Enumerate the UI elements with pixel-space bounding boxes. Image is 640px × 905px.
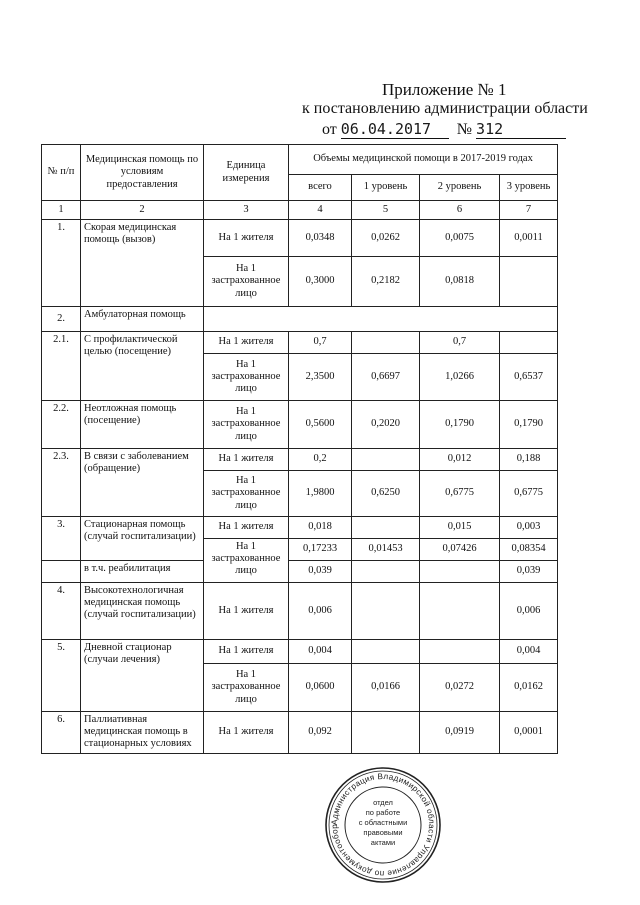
value-level-2: 0,7 bbox=[420, 332, 500, 354]
col-num: 7 bbox=[500, 201, 558, 220]
value-level-3: 0,188 bbox=[500, 449, 558, 471]
col-num: 5 bbox=[352, 201, 420, 220]
row-type: Скорая медицинская помощь (вызов) bbox=[81, 220, 204, 307]
row-unit: На 1 жителя bbox=[204, 712, 289, 754]
empty-cell bbox=[204, 307, 558, 332]
row-num: 2.1. bbox=[42, 332, 81, 401]
header-type: Медицинская помощь по условиям предоставления bbox=[81, 145, 204, 201]
value-level-1: 0,6250 bbox=[352, 471, 420, 517]
table-row bbox=[42, 332, 558, 354]
row-num: 1. bbox=[42, 220, 81, 307]
table-row bbox=[42, 307, 558, 332]
stamp-ring-text: Администрация Владимирской области Управление по документообор bbox=[329, 771, 437, 879]
header-level-1: 1 уровень bbox=[352, 175, 420, 201]
value-total: 0,006 bbox=[289, 583, 352, 640]
from-label: от bbox=[322, 121, 337, 138]
value-level-1 bbox=[352, 449, 420, 471]
number-label: № bbox=[456, 121, 473, 138]
stamp-center-line: правовыми bbox=[363, 828, 403, 837]
stamp-center-line: с областными bbox=[358, 818, 408, 827]
table-row bbox=[42, 517, 558, 539]
row-unit: На 1 жителя bbox=[204, 517, 289, 539]
row-unit: На 1 жителя bbox=[204, 640, 289, 664]
table-row bbox=[42, 640, 558, 664]
value-level-2 bbox=[420, 561, 500, 583]
value-level-2: 0,6775 bbox=[420, 471, 500, 517]
stamp-center-line: актами bbox=[370, 838, 396, 847]
value-level-2: 0,0818 bbox=[420, 257, 500, 307]
value-level-3: 0,004 bbox=[500, 640, 558, 664]
value-level-3: 0,003 bbox=[500, 517, 558, 539]
row-num: 2.3. bbox=[42, 449, 81, 517]
value-level-2: 0,0919 bbox=[420, 712, 500, 754]
table-row bbox=[42, 583, 558, 640]
row-unit: На 1 застрахованное лицо bbox=[204, 354, 289, 401]
row-num: 3. bbox=[42, 517, 81, 561]
value-total: 0,17233 bbox=[289, 539, 352, 561]
value-level-1 bbox=[352, 583, 420, 640]
value-level-1 bbox=[352, 332, 420, 354]
row-type: Амбулаторная помощь bbox=[81, 307, 204, 332]
stamp-center-line: отдел bbox=[373, 798, 393, 807]
appendix-subtitle: к постановлению администрации области bbox=[302, 100, 588, 117]
value-level-2 bbox=[420, 640, 500, 664]
value-total: 1,9800 bbox=[289, 471, 352, 517]
value-level-1: 0,2182 bbox=[352, 257, 420, 307]
value-total: 0,3000 bbox=[289, 257, 352, 307]
value-total: 0,2 bbox=[289, 449, 352, 471]
value-total: 0,039 bbox=[289, 561, 352, 583]
appendix-title: Приложение № 1 bbox=[382, 80, 507, 99]
value-level-3 bbox=[500, 332, 558, 354]
row-unit: На 1 застрахованное лицо bbox=[204, 471, 289, 517]
value-level-2: 0,1790 bbox=[420, 401, 500, 449]
value-level-3: 0,6775 bbox=[500, 471, 558, 517]
decree-date: 06.04.2017 bbox=[341, 120, 449, 139]
row-unit: На 1 застрахованное лицо bbox=[204, 257, 289, 307]
row-num: 2.2. bbox=[42, 401, 81, 449]
document-header bbox=[0, 0, 640, 150]
value-level-1: 0,6697 bbox=[352, 354, 420, 401]
row-type: Дневной стационар (случаи лечения) bbox=[81, 640, 204, 712]
row-type: в т.ч. реабилитация bbox=[81, 561, 204, 583]
value-level-3: 0,006 bbox=[500, 583, 558, 640]
value-level-2: 1,0266 bbox=[420, 354, 500, 401]
row-unit: На 1 застрахованное лицо bbox=[204, 539, 289, 583]
row-type: В связи с заболеванием (обращение) bbox=[81, 449, 204, 517]
row-num: 6. bbox=[42, 712, 81, 754]
col-num: 3 bbox=[204, 201, 289, 220]
value-total: 2,3500 bbox=[289, 354, 352, 401]
header-volume: Объемы медицинской помощи в 2017-2019 годах bbox=[289, 145, 558, 175]
value-level-1: 0,2020 bbox=[352, 401, 420, 449]
value-level-2: 0,0272 bbox=[420, 664, 500, 712]
value-total: 0,004 bbox=[289, 640, 352, 664]
value-total: 0,092 bbox=[289, 712, 352, 754]
value-level-1 bbox=[352, 712, 420, 754]
value-level-1: 0,0166 bbox=[352, 664, 420, 712]
value-level-3: 0,0001 bbox=[500, 712, 558, 754]
header-level-2: 2 уровень bbox=[420, 175, 500, 201]
value-level-3: 0,6537 bbox=[500, 354, 558, 401]
appendix-date-line bbox=[322, 120, 566, 139]
value-level-1: 0,01453 bbox=[352, 539, 420, 561]
value-level-3: 0,1790 bbox=[500, 401, 558, 449]
row-unit: На 1 застрахованное лицо bbox=[204, 664, 289, 712]
value-level-2: 0,07426 bbox=[420, 539, 500, 561]
table-row bbox=[42, 712, 558, 754]
value-level-2: 0,012 bbox=[420, 449, 500, 471]
value-level-1 bbox=[352, 640, 420, 664]
header-total: всего bbox=[289, 175, 352, 201]
column-number-row bbox=[42, 201, 558, 220]
header-num: № п/п bbox=[42, 145, 81, 201]
row-num: 5. bbox=[42, 640, 81, 712]
value-level-3 bbox=[500, 257, 558, 307]
row-type: Паллиативная медицинская помощь в стационарных условиях bbox=[81, 712, 204, 754]
value-total: 0,5600 bbox=[289, 401, 352, 449]
value-level-2 bbox=[420, 583, 500, 640]
row-num: 4. bbox=[42, 583, 81, 640]
stamp-seal bbox=[323, 765, 443, 885]
medical-volume-table bbox=[41, 144, 558, 754]
value-total: 0,0600 bbox=[289, 664, 352, 712]
value-level-1: 0,0262 bbox=[352, 220, 420, 257]
value-level-1 bbox=[352, 517, 420, 539]
value-level-1 bbox=[352, 561, 420, 583]
value-level-3: 0,039 bbox=[500, 561, 558, 583]
row-unit: На 1 жителя bbox=[204, 449, 289, 471]
header-unit: Единица измерения bbox=[204, 145, 289, 201]
row-type: Неотложная помощь (посещение) bbox=[81, 401, 204, 449]
table-row bbox=[42, 561, 558, 583]
official-stamp bbox=[323, 765, 443, 885]
header-level-3: 3 уровень bbox=[500, 175, 558, 201]
row-unit: На 1 жителя bbox=[204, 332, 289, 354]
row-unit: На 1 жителя bbox=[204, 583, 289, 640]
row-num: 2. bbox=[42, 307, 81, 332]
value-level-3: 0,08354 bbox=[500, 539, 558, 561]
row-type: Высокотехнологичная медицинская помощь (случай госпитализации) bbox=[81, 583, 204, 640]
value-level-2: 0,0075 bbox=[420, 220, 500, 257]
decree-number: 312 bbox=[476, 120, 566, 139]
value-total: 0,018 bbox=[289, 517, 352, 539]
row-unit: На 1 застрахованное лицо bbox=[204, 401, 289, 449]
value-level-3: 0,0011 bbox=[500, 220, 558, 257]
value-total: 0,0348 bbox=[289, 220, 352, 257]
col-num: 4 bbox=[289, 201, 352, 220]
table-row bbox=[42, 220, 558, 257]
value-level-3: 0,0162 bbox=[500, 664, 558, 712]
value-total: 0,7 bbox=[289, 332, 352, 354]
table-row bbox=[42, 449, 558, 471]
stamp-center-line: по работе bbox=[365, 808, 401, 817]
col-num: 2 bbox=[81, 201, 204, 220]
row-type: С профилактической целью (посещение) bbox=[81, 332, 204, 401]
value-level-2: 0,015 bbox=[420, 517, 500, 539]
table-row bbox=[42, 401, 558, 449]
empty-cell bbox=[42, 561, 81, 583]
col-num: 1 bbox=[42, 201, 81, 220]
row-unit: На 1 жителя bbox=[204, 220, 289, 257]
row-type: Стационарная помощь (случай госпитализации) bbox=[81, 517, 204, 561]
col-num: 6 bbox=[420, 201, 500, 220]
